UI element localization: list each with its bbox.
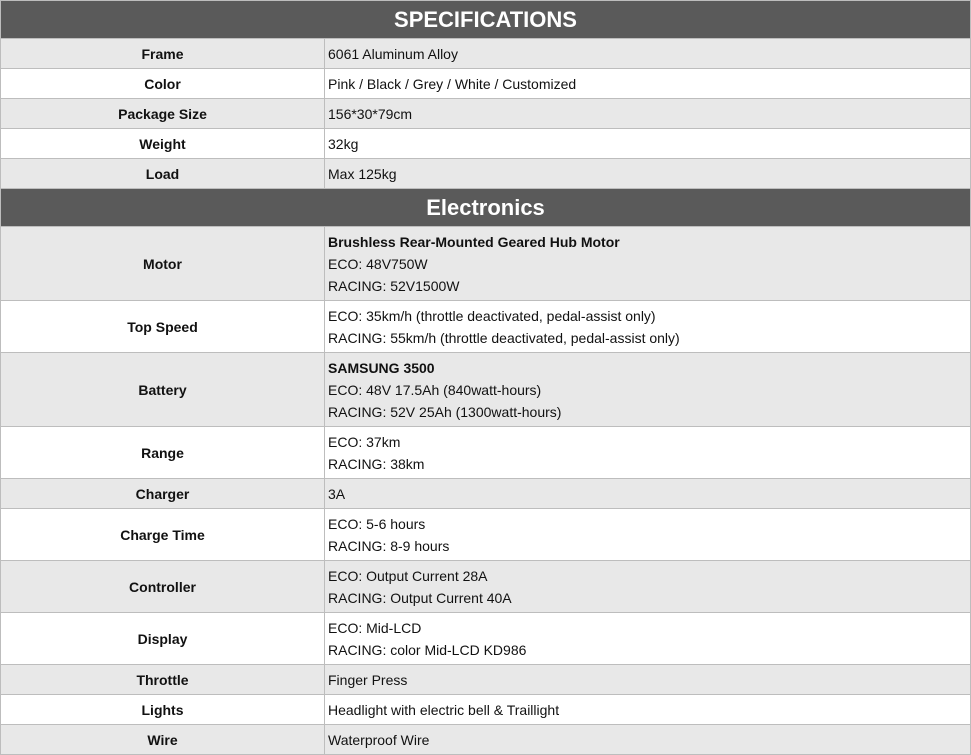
row-value bbox=[325, 613, 971, 664]
value-line: ECO: 5-6 hours bbox=[328, 515, 426, 532]
row-label: Top Speed bbox=[1, 301, 325, 352]
value-line: ECO: 48V750W bbox=[328, 255, 428, 272]
value-line: RACING: 52V 25Ah (1300watt-hours) bbox=[328, 403, 562, 420]
row-label: Display bbox=[1, 613, 325, 664]
value-line: 32kg bbox=[328, 135, 359, 152]
value-line: RACING: color Mid-LCD KD986 bbox=[328, 641, 527, 658]
row-label: Motor bbox=[1, 227, 325, 300]
value-line: 3A bbox=[328, 485, 346, 502]
spec-row-motor bbox=[1, 227, 971, 301]
row-label: Color bbox=[1, 69, 325, 98]
spec-row-load bbox=[1, 159, 971, 189]
spec-row-range bbox=[1, 427, 971, 479]
row-value bbox=[325, 69, 971, 98]
row-value bbox=[325, 665, 971, 694]
row-label: Throttle bbox=[1, 665, 325, 694]
spec-row-lights bbox=[1, 695, 971, 725]
row-label: Package Size bbox=[1, 99, 325, 128]
row-label: Battery bbox=[1, 353, 325, 426]
row-value bbox=[325, 479, 971, 508]
row-value bbox=[325, 159, 971, 188]
row-label: Load bbox=[1, 159, 325, 188]
spec-row-frame bbox=[1, 39, 971, 69]
row-label: Charge Time bbox=[1, 509, 325, 560]
spec-row-display bbox=[1, 613, 971, 665]
row-value bbox=[325, 39, 971, 68]
value-line: 6061 Aluminum Alloy bbox=[328, 45, 458, 62]
spec-row-throttle bbox=[1, 665, 971, 695]
value-line: Brushless Rear-Mounted Geared Hub Motor bbox=[328, 233, 620, 250]
value-line: ECO: 48V 17.5Ah (840watt-hours) bbox=[328, 381, 542, 398]
value-line: RACING: Output Current 40A bbox=[328, 589, 512, 606]
row-label: Lights bbox=[1, 695, 325, 724]
row-value bbox=[325, 353, 971, 426]
value-line: ECO: Output Current 28A bbox=[328, 567, 488, 584]
row-value bbox=[325, 509, 971, 560]
spec-row-color bbox=[1, 69, 971, 99]
value-line: ECO: 37km bbox=[328, 433, 401, 450]
spec-row-battery bbox=[1, 353, 971, 427]
value-line: Waterproof Wire bbox=[328, 731, 430, 748]
row-value bbox=[325, 301, 971, 352]
spec-row-charger bbox=[1, 479, 971, 509]
value-line: Finger Press bbox=[328, 671, 408, 688]
spec-row-wire bbox=[1, 725, 971, 755]
spec-row-controller bbox=[1, 561, 971, 613]
row-value bbox=[325, 427, 971, 478]
row-label: Controller bbox=[1, 561, 325, 612]
row-label: Wire bbox=[1, 725, 325, 754]
value-line: Headlight with electric bell & Traillight bbox=[328, 701, 560, 718]
value-line: SAMSUNG 3500 bbox=[328, 359, 435, 376]
row-value bbox=[325, 129, 971, 158]
value-line: RACING: 52V1500W bbox=[328, 277, 460, 294]
specifications-header: SPECIFICATIONS bbox=[1, 1, 971, 39]
value-line: RACING: 8-9 hours bbox=[328, 537, 450, 554]
spec-row-weight bbox=[1, 129, 971, 159]
value-line: 156*30*79cm bbox=[328, 105, 413, 122]
row-label: Range bbox=[1, 427, 325, 478]
electronics-header: Electronics bbox=[1, 189, 971, 227]
spec-row-charge-time bbox=[1, 509, 971, 561]
row-value bbox=[325, 227, 971, 300]
row-label: Weight bbox=[1, 129, 325, 158]
value-line: Max 125kg bbox=[328, 165, 397, 182]
value-line: ECO: Mid-LCD bbox=[328, 619, 422, 636]
value-line: RACING: 38km bbox=[328, 455, 425, 472]
row-value bbox=[325, 561, 971, 612]
value-line: RACING: 55km/h (throttle deactivated, pedal-assist only) bbox=[328, 329, 680, 346]
row-value bbox=[325, 695, 971, 724]
spec-row-package-size bbox=[1, 99, 971, 129]
spec-row-top-speed bbox=[1, 301, 971, 353]
row-label: Charger bbox=[1, 479, 325, 508]
row-label: Frame bbox=[1, 39, 325, 68]
value-line: Pink / Black / Grey / White / Customized bbox=[328, 75, 577, 92]
row-value bbox=[325, 99, 971, 128]
row-value bbox=[325, 725, 971, 754]
value-line: ECO: 35km/h (throttle deactivated, pedal-assist only) bbox=[328, 307, 656, 324]
